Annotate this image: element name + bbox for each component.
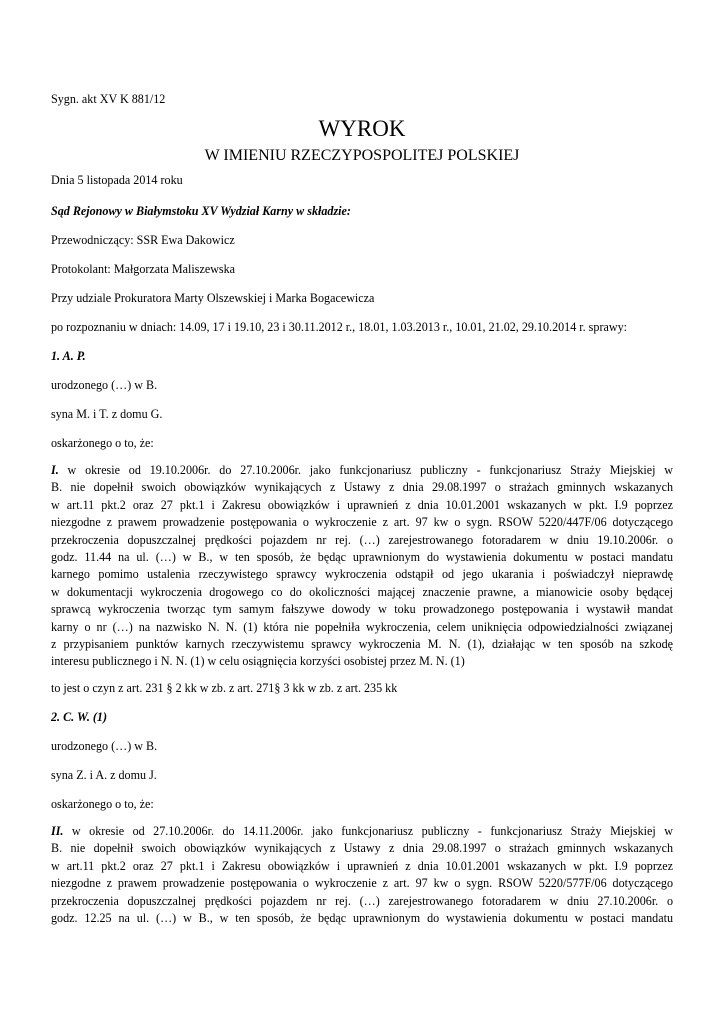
- defendant-1-accused-intro: oskarżonego o to, że:: [51, 436, 154, 450]
- court-chair: Przewodniczący: SSR Ewa Dakowicz: [51, 233, 235, 247]
- charge-1-line: przekroczenia dopuszczalnej prędkości pojazdem nr rej. (…) zarejestrowanego fotoradarem w dniu 19.10.2006r. o: [51, 532, 673, 547]
- defendant-1-birth: urodzonego (…) w B.: [51, 378, 158, 392]
- defendant-1-heading: 1. A. P.: [51, 349, 86, 363]
- charge-1-line: karnego pomimo ustalenia rzeczywistego sprawcy wykroczenia odstąpił od jego ukarania i poświadczył nieprawdę: [51, 567, 673, 582]
- defendant-2-heading: 2. C. W. (1): [51, 710, 107, 724]
- charge-2-line: godz. 12.25 na ul. (…) w B., w ten sposób, że będąc uprawnionym do wystawienia dokumentu w postaci mandatu: [51, 911, 673, 926]
- judgment-date: Dnia 5 listopada 2014 roku: [51, 173, 183, 187]
- judgment-title: WYROK: [318, 116, 406, 141]
- charge-1-line: sprawcą wykroczenia tworząc tym samym fałszywe dowody w toku prowadzonego postępowania i wystawił mandat: [51, 602, 673, 617]
- charge-1-line: w art.11 pkt.2 oraz 27 pkt.1 i Zakresu obowiązków i uprawnień z dnia 10.01.2001 wskazanych w pkt. I.9 poprzez: [51, 497, 673, 512]
- charge-1-line: z przypisaniem punktów karnych rzeczywistemu sprawcy wykroczenia M. N. (1), działając w ten sposób na szkodę: [51, 637, 673, 652]
- charge-2-line: niezgodne z prawem prowadzenie postępowania o wykroczenie z art. 97 kw o sygn. RSOW 5220/577F/06 dotyczącego: [51, 876, 673, 891]
- charge-1-line: interesu publicznego i N. N. (1) w celu osiągnięcia korzyści osobistej przez M. N. (1): [51, 654, 465, 669]
- charge-2-line: B. nie dopełnił swoich obowiązków wynikających z Ustawy z dnia 29.08.1997 o strażach gminnych wskazanych: [51, 841, 673, 856]
- defendant-1-qualification: to jest o czyn z art. 231 § 2 kk w zb. z art. 271§ 3 kk w zb. z art. 235 kk: [51, 681, 398, 695]
- charge-1-paragraph: [51, 462, 673, 671]
- court-clerk: Protokolant: Małgorzata Maliszewska: [51, 262, 236, 276]
- charge-1-line: niezgodne z prawem prowadzenie postępowania o wykroczenie z art. 97 kw o sygn. RSOW 5220/447F/06 dotyczącego: [51, 515, 673, 530]
- charge-1-line: B. nie dopełnił swoich obowiązków wynikających z Ustawy z dnia 29.08.1997 o strażach gminnych wskazanych: [51, 480, 673, 495]
- charge-1-line: w dokumentacji wykroczenia drogowego co do okoliczności mającej znaczenie prawne, a mianowicie osoby będącej: [51, 584, 673, 599]
- charge-2-line: przekroczenia dopuszczalnej prędkości pojazdem nr rej. (…) zarejestrowanego fotoradarem w dniu 27.10.2006r. o: [51, 893, 673, 908]
- charge-1-label: I.: [51, 463, 59, 477]
- court-composition: Sąd Rejonowy w Białymstoku XV Wydział Karny w składzie:: [51, 204, 351, 218]
- case-signature: Sygn. akt XV K 881/12: [51, 92, 166, 106]
- defendant-2-birth: urodzonego (…) w B.: [51, 739, 158, 753]
- hearing-dates: po rozpoznaniu w dniach: 14.09, 17 i 19.10, 23 i 30.11.2012 r., 18.01, 1.03.2013 r., 10.01, 21.02, 29.10.2014 r. sprawy:: [51, 320, 627, 334]
- charge-2-label: II.: [51, 824, 64, 838]
- charge-2-paragraph: [51, 823, 673, 927]
- defendant-1-parents: syna M. i T. z domu G.: [51, 407, 163, 421]
- charge-2-line: II. w okresie od 27.10.2006r. do 14.11.2006r. jako funkcjonariusz publiczny - funkcjonariusz Straży Miejskiej w: [51, 824, 673, 838]
- charge-1-line: I. w okresie od 19.10.2006r. do 27.10.2006r. jako funkcjonariusz publiczny - funkcjonariusz Straży Miejskiej w: [51, 463, 673, 477]
- judgment-subtitle: W IMIENIU RZECZYPOSPOLITEJ POLSKIEJ: [204, 147, 520, 164]
- defendant-2-accused-intro: oskarżonego o to, że:: [51, 797, 154, 811]
- charge-1-line: karny o nr (…) na nazwisko N. N. (1) która nie popełniła wykroczenia, celem uniknięcia odpowiedzialności związanej: [51, 619, 673, 634]
- charge-2-line: w art.11 pkt.2 oraz 27 pkt.1 i Zakresu obowiązków i uprawnień z dnia 10.01.2001 wskazanych w pkt. I.9 poprzez: [51, 858, 673, 873]
- court-prosecutors: Przy udziale Prokuratora Marty Olszewskiej i Marka Bogacewicza: [51, 291, 375, 305]
- charge-1-line: godz. 11.44 na ul. (…) w B., w ten sposób, że będąc uprawnionym do wystawienia dokumentu w postaci mandatu: [51, 550, 673, 565]
- defendant-2-parents: syna Z. i A. z domu J.: [51, 768, 157, 782]
